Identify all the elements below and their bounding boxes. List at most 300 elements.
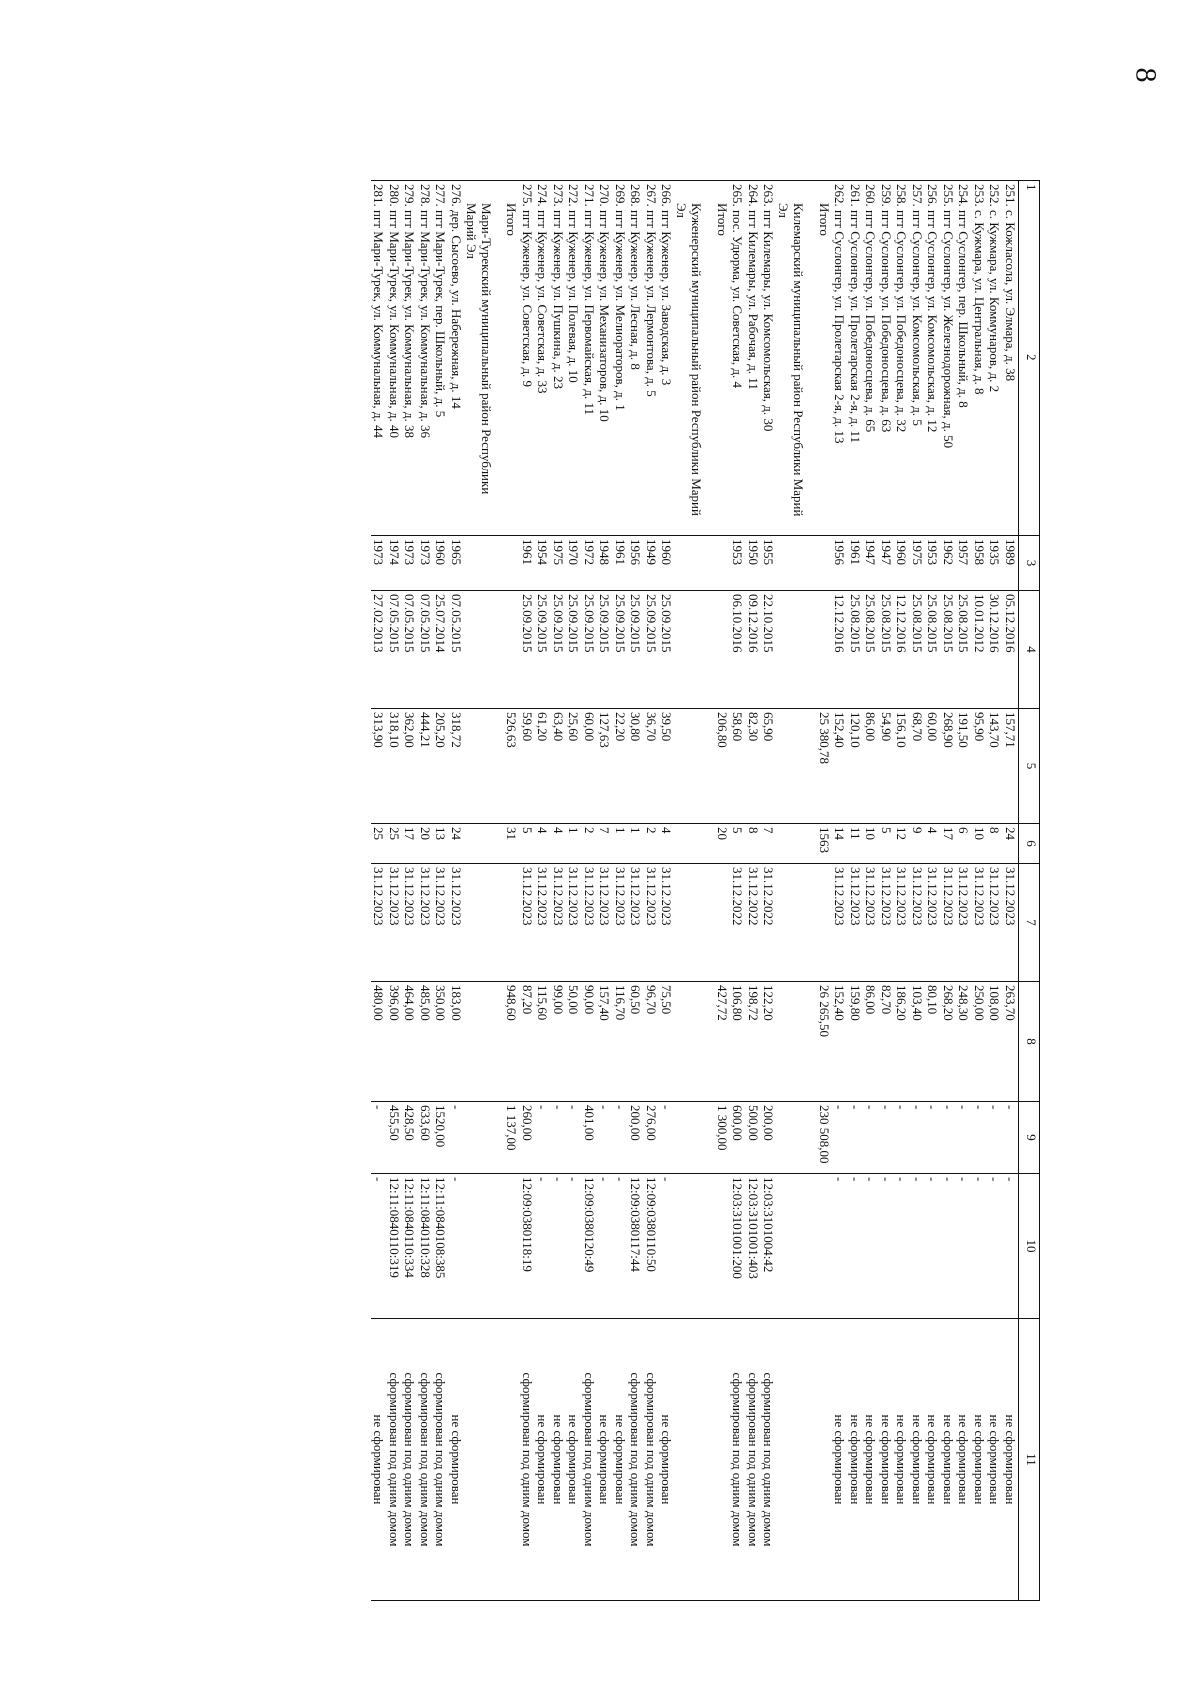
table-row [894,181,910,1601]
cell-c7: 31.12.2023 [956,864,972,982]
table-row [746,181,762,1601]
row-number: 274. [535,184,551,207]
cell-c5: 60,00 [582,709,598,824]
cell-c3: 1956 [832,536,848,591]
spacer-cell [705,1319,715,1601]
address: пгт Мари-Турек, ул. Коммунальная, д. 44 [371,210,387,438]
table-row [863,181,879,1601]
empty-cell [464,709,494,824]
table-row [418,181,434,1601]
empty-cell [777,864,807,982]
cell-c3: 1960 [894,536,910,591]
table-row [941,181,957,1601]
total-label: Итого [504,181,520,536]
cell-c5: 54,90 [879,709,895,824]
table-row [449,181,465,1601]
empty-cell [777,709,807,824]
cell-c7: 31.12.2023 [941,864,957,982]
cell-c5: 86,00 [863,709,879,824]
cell-c11: сформирован под одним домом [520,1319,536,1601]
cell-c5: 362,00 [402,709,418,824]
empty-cell [464,864,494,982]
cell-c11: сформирован под одним домом [387,1319,403,1601]
address: пгт Суслонгер, ул. Победоносцева, д. 32 [894,210,910,433]
cell-c5: 25,60 [566,709,582,824]
cell-c3: 1950 [746,536,762,591]
row-number: 263. [761,184,777,207]
address-cell [972,181,988,536]
cell-c10: - [535,1174,551,1319]
address: пгт Суслонгер, ул. Пролетарская 2-я, д. 11 [848,210,863,444]
spacer-cell [807,591,817,709]
empty-cell [464,1174,494,1319]
cell-c3: 1975 [551,536,567,591]
cell-c6: 25 [371,824,387,864]
cell-c3: 1962 [941,536,957,591]
cell-c5: 268,90 [941,709,957,824]
cell-c11: сформирован под одним домом [433,1319,449,1601]
cell-c10: 12:11:0840108:385 [433,1174,449,1319]
cell-c4: 25.09.2015 [551,591,567,709]
cell-c6: 24 [449,824,465,864]
table-row [535,181,551,1601]
total-row [817,181,833,1601]
address: пгт Суслонгер, ул. Железнодорожная, д. 50 [941,210,956,449]
cell-c10: 12:11:0840110:319 [387,1174,403,1319]
cell-c7: 31.12.2023 [659,864,675,982]
total-c4 [715,591,731,709]
cell-c3: 1970 [566,536,582,591]
cell-c6: 10 [972,824,988,864]
cell-c10: 12:11:0840110:328 [418,1174,434,1319]
table-row [832,181,848,1601]
address-cell [659,181,675,536]
cell-c6: 8 [987,824,1003,864]
cell-c11: не сформирован [987,1319,1003,1601]
cell-c5: 65,90 [761,709,777,824]
total-c6: 20 [715,824,731,864]
spacer-cell [807,824,817,864]
empty-cell [675,864,705,982]
cell-c9: - [879,1102,895,1174]
empty-cell [777,982,807,1102]
empty-cell [777,824,807,864]
housing-table [371,180,1040,1601]
cell-c6: 5 [520,824,536,864]
cell-c3: 1960 [659,536,675,591]
address-cell [551,181,567,536]
address: с. Кужмара, ул. Центральная, д. 8 [972,210,987,395]
total-c3 [504,536,520,591]
cell-c6: 1 [566,824,582,864]
cell-c8: 87,20 [520,982,536,1102]
cell-c5: 444,21 [418,709,434,824]
row-number: 275. [520,184,535,207]
cell-c3: 1949 [644,536,660,591]
cell-c8: 485,00 [418,982,434,1102]
cell-c4: 30.12.2016 [987,591,1003,709]
cell-c10: 12:09:0380118:19 [520,1174,536,1319]
cell-c10: 12:03:3101001:200 [730,1174,746,1319]
cell-c11: не сформирован [894,1319,910,1601]
column-header-10: 10 [1019,1174,1040,1319]
address: пгт Куженер, ул. Советская, д. 9 [520,210,535,388]
cell-c10: - [449,1174,465,1319]
cell-c6: 13 [433,824,449,864]
cell-c5: 61,20 [535,709,551,824]
cell-c4: 05.12.2016 [1003,591,1019,709]
row-number: 251. [1003,184,1018,207]
row-number: 253. [972,184,987,207]
row-number: 255. [941,184,956,207]
row-number: 271. [582,184,597,207]
cell-c10: - [956,1174,972,1319]
cell-c8: 250,00 [972,982,988,1102]
page-number: 8 [1129,67,1163,83]
row-number: 280. [387,184,402,207]
cell-c3: 1961 [613,536,629,591]
cell-c10: - [894,1174,910,1319]
spacer-cell [807,982,817,1102]
district-name: Куженерский муниципальный район Республики Марий Эл [675,181,705,536]
cell-c5: 318,72 [449,709,465,824]
cell-c4: 25.08.2015 [879,591,895,709]
empty-cell [675,1102,705,1174]
total-c6: 31 [504,824,520,864]
table-row [659,181,675,1601]
address-cell [582,181,598,536]
table-row [433,181,449,1601]
cell-c6: 4 [659,824,675,864]
cell-c9: 455,50 [387,1102,403,1174]
cell-c10: - [910,1174,926,1319]
row-number: 278. [418,184,433,207]
empty-cell [777,1319,807,1601]
cell-c10: - [848,1174,864,1319]
column-number-header [1019,181,1040,1601]
total-c7 [504,864,520,982]
address: пгт Суслонгер, ул. Победоносцева, д. 63 [879,210,894,433]
cell-c7: 31.12.2022 [746,864,762,982]
cell-c6: 7 [597,824,613,864]
address-cell [418,181,434,536]
table-row [730,181,746,1601]
spacer-cell [705,864,715,982]
cell-c9: 500,00 [746,1102,762,1174]
cell-c9: - [910,1102,926,1174]
spacer-row [705,181,715,1601]
cell-c10: - [879,1174,895,1319]
empty-cell [464,1319,494,1601]
cell-c3: 1947 [863,536,879,591]
total-c4 [504,591,520,709]
cell-c6: 17 [941,824,957,864]
cell-c9: 633,60 [418,1102,434,1174]
address: пгт Килемары, ул. Рабочая, д. 11 [746,210,761,390]
address-cell [644,181,660,536]
cell-c9: 200,00 [761,1102,777,1174]
cell-c3: 1958 [972,536,988,591]
spacer-cell [494,1174,504,1319]
cell-c4: 22.10.2015 [761,591,777,709]
empty-cell [675,1319,705,1601]
cell-c3: 1973 [418,536,434,591]
cell-c4: 10.01.2012 [972,591,988,709]
cell-c11: не сформирован [956,1319,972,1601]
spacer-cell [705,824,715,864]
cell-c5: 36,70 [644,709,660,824]
row-number: 269. [613,184,628,207]
cell-c7: 31.12.2023 [551,864,567,982]
cell-c7: 31.12.2023 [433,864,449,982]
cell-c7: 31.12.2023 [644,864,660,982]
table-row [613,181,629,1601]
address-cell [832,181,848,536]
row-number: 261. [848,184,863,207]
table-row [371,181,387,1601]
row-number: 262. [832,184,848,207]
cell-c3: 1975 [910,536,926,591]
cell-c6: 5 [879,824,895,864]
total-row [715,181,731,1601]
cell-c4: 25.09.2015 [535,591,551,709]
cell-c5: 156,10 [894,709,910,824]
cell-c8: 60,50 [628,982,644,1102]
address-cell [535,181,551,536]
cell-c6: 12 [894,824,910,864]
cell-c5: 313,90 [371,709,387,824]
cell-c4: 25.09.2015 [597,591,613,709]
cell-c3: 1960 [433,536,449,591]
row-number: 260. [863,184,879,207]
cell-c7: 31.12.2023 [925,864,941,982]
cell-c3: 1955 [761,536,777,591]
column-header-5: 5 [1019,709,1040,824]
spacer-cell [494,982,504,1102]
cell-c8: 186,20 [894,982,910,1102]
cell-c10: 12:11:0840110:334 [402,1174,418,1319]
cell-c7: 31.12.2023 [1003,864,1019,982]
column-header-2: 2 [1024,354,1039,361]
column-header-9: 9 [1019,1102,1040,1174]
address: пгт Куженер, ул. Первомайская, д. 11 [582,210,597,416]
cell-c9: - [551,1102,567,1174]
table-row [1003,181,1019,1601]
row-number: 257. [910,184,925,207]
address-cell [987,181,1003,536]
cell-c4: 25.08.2015 [956,591,972,709]
cell-c11: сформирован под одним домом [582,1319,598,1601]
address: пгт Куженер, ул. Лесная, д. 8 [628,210,644,370]
cell-c8: 103,40 [910,982,926,1102]
address: пгт Куженер, ул. Механизаторов, д. 10 [597,210,613,422]
address-cell [566,181,582,536]
empty-cell [464,1102,494,1174]
column-header [1019,181,1040,536]
table-row [520,181,536,1601]
spacer-row [494,181,504,1601]
cell-c3: 1954 [535,536,551,591]
district-row [464,181,494,1601]
cell-c7: 31.12.2023 [972,864,988,982]
empty-cell [675,1174,705,1319]
cell-c9: 200,00 [628,1102,644,1174]
address: пгт Суслонгер, пер. Школьный, д. 8 [956,210,972,408]
row-number: 267. [644,184,659,207]
cell-c9: - [848,1102,864,1174]
address-cell [628,181,644,536]
cell-c11: не сформирован [972,1319,988,1601]
cell-c10: - [659,1174,675,1319]
cell-c4: 07.05.2015 [449,591,465,709]
row-number: 265. [730,184,746,207]
cell-c9: - [449,1102,465,1174]
cell-c3: 1989 [1003,536,1019,591]
table-body [371,181,1019,1601]
cell-c6: 1 [613,824,629,864]
cell-c6: 1 [628,824,644,864]
address: пгт Суслонгер, ул. Пролетарская 2-я, д. 13 [832,210,848,444]
cell-c11: не сформирован [1003,1319,1019,1601]
spacer-cell [705,181,715,536]
empty-cell [464,824,494,864]
empty-cell [777,1174,807,1319]
cell-c10: - [863,1174,879,1319]
address: пгт Куженер, ул. Пушкина, д. 23 [551,210,566,389]
spacer-cell [494,591,504,709]
address: пос. Удюрма, ул. Советская, д. 4 [730,210,746,388]
cell-c3: 1953 [925,536,941,591]
cell-c8: 99,00 [551,982,567,1102]
cell-c10: - [566,1174,582,1319]
cell-c6: 11 [848,824,864,864]
cell-c5: 58,60 [730,709,746,824]
cell-c11: сформирован под одним домом [402,1319,418,1601]
cell-c4: 25.09.2015 [613,591,629,709]
cell-c4: 25.08.2015 [925,591,941,709]
row-number: 258. [894,184,910,207]
empty-cell [675,536,705,591]
cell-c5: 152,40 [832,709,848,824]
total-c7 [715,864,731,982]
cell-c7: 31.12.2023 [535,864,551,982]
cell-c6: 24 [1003,824,1019,864]
cell-c9: - [371,1102,387,1174]
cell-c11: не сформирован [925,1319,941,1601]
address-cell [371,181,387,536]
table-row [987,181,1003,1601]
cell-c4: 27.02.2013 [371,591,387,709]
cell-c10: - [925,1174,941,1319]
spacer-cell [494,864,504,982]
table-row [628,181,644,1601]
cell-c6: 5 [730,824,746,864]
address: пгт Суслонгер, ул. Комсомольская, д. 5 [910,210,925,426]
address: дер. Сысоево, ул. Набережная, д. 14 [449,210,464,409]
cell-c7: 31.12.2023 [449,864,465,982]
cell-c6: 4 [551,824,567,864]
address-cell [894,181,910,536]
table-row [582,181,598,1601]
cell-c3: 1961 [520,536,536,591]
column-header-8: 8 [1019,982,1040,1102]
cell-c11: не сформирован [535,1319,551,1601]
table-row [879,181,895,1601]
cell-c11: не сформирован [551,1319,567,1601]
cell-c6: 4 [535,824,551,864]
cell-c3: 1965 [449,536,465,591]
row-number: 259. [879,184,894,207]
cell-c5: 143,70 [987,709,1003,824]
cell-c5: 120,10 [848,709,864,824]
address: пгт Килемары, ул. Комсомольская, д. 30 [761,210,777,432]
cell-c5: 82,30 [746,709,762,824]
cell-c8: 108,00 [987,982,1003,1102]
table-row [925,181,941,1601]
cell-c9: 1520,00 [433,1102,449,1174]
address-cell [925,181,941,536]
cell-c11: не сформирован [941,1319,957,1601]
address: пгт Куженер, ул. Заводская, д. 3 [659,210,675,386]
cell-c4: 07.05.2015 [387,591,403,709]
cell-c4: 25.07.2014 [433,591,449,709]
cell-c11: не сформирован [879,1319,895,1601]
spacer-cell [494,181,504,536]
cell-c10: 12:03:3101004:42 [761,1174,777,1319]
cell-c10: - [613,1174,629,1319]
cell-c10: - [551,1174,567,1319]
cell-c4: 06.10.2016 [730,591,746,709]
cell-c5: 157,71 [1003,709,1019,824]
row-number: 270. [597,184,613,207]
cell-c7: 31.12.2023 [987,864,1003,982]
cell-c9: - [925,1102,941,1174]
cell-c7: 31.12.2023 [387,864,403,982]
row-number: 266. [659,184,675,207]
column-header-1: 1 [1024,184,1039,191]
spacer-cell [705,982,715,1102]
cell-c7: 31.12.2023 [566,864,582,982]
cell-c4: 25.08.2015 [941,591,957,709]
table-row [644,181,660,1601]
empty-cell [777,591,807,709]
total-c3 [715,536,731,591]
cell-c8: 263,70 [1003,982,1019,1102]
empty-cell [464,591,494,709]
cell-c7: 31.12.2023 [628,864,644,982]
cell-c4: 25.09.2015 [582,591,598,709]
total-c4 [817,591,833,709]
cell-c7: 31.12.2023 [613,864,629,982]
cell-c7: 31.12.2023 [520,864,536,982]
total-label: Итого [715,181,731,536]
spacer-cell [494,1102,504,1174]
cell-c4: 25.09.2015 [628,591,644,709]
cell-c8: 248,30 [956,982,972,1102]
cell-c7: 31.12.2023 [371,864,387,982]
total-c11 [504,1319,520,1601]
column-header-4: 4 [1019,591,1040,709]
table-row [597,181,613,1601]
spacer-cell [807,1174,817,1319]
cell-c6: 14 [832,824,848,864]
cell-c8: 183,00 [449,982,465,1102]
cell-c11: не сформирован [371,1319,387,1601]
cell-c11: не сформирован [659,1319,675,1601]
table-row [551,181,567,1601]
total-c5: 206,80 [715,709,731,824]
spacer-cell [807,536,817,591]
